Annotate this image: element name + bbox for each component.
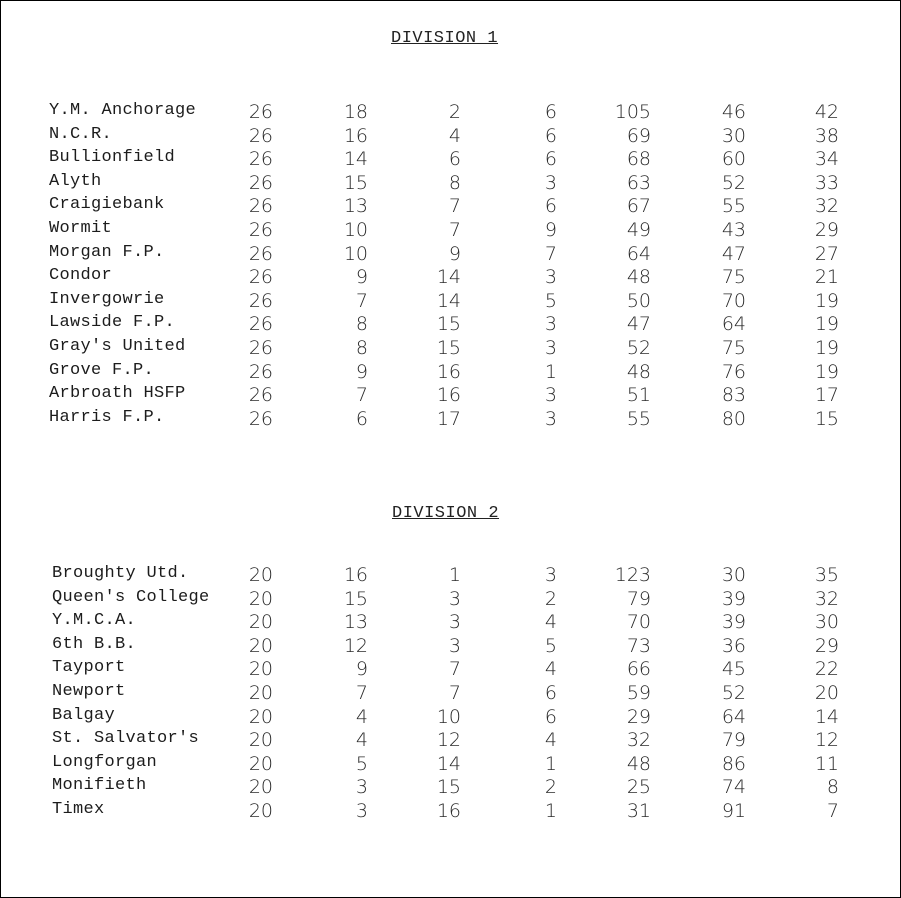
stat-value: 9 <box>355 266 368 289</box>
stat-value: 9 <box>544 218 557 241</box>
stat-value: 8 <box>355 313 368 336</box>
stat-value: 42 <box>814 101 839 123</box>
table-row <box>1 266 900 290</box>
stat-value: 26 <box>248 171 273 194</box>
stat-value: 17 <box>436 407 461 430</box>
stat-value: 64 <box>626 242 651 265</box>
stat-value: 12 <box>436 729 461 752</box>
table-row <box>1 313 900 337</box>
stat-value: 19 <box>814 313 839 336</box>
stat-value: 13 <box>343 611 368 634</box>
stat-value: 3 <box>448 634 461 657</box>
stat-value: 20 <box>248 658 273 681</box>
stat-value: 8 <box>448 171 461 194</box>
stat-value: 6 <box>448 148 461 171</box>
stat-value: 20 <box>248 729 273 752</box>
stat-value: 83 <box>721 384 746 407</box>
team-name: Y.M.C.A. <box>52 611 137 631</box>
stat-value: 3 <box>448 611 461 634</box>
stat-value: 59 <box>626 681 651 704</box>
stat-value: 26 <box>248 336 273 359</box>
stat-value: 7 <box>448 218 461 241</box>
stat-value: 43 <box>721 218 746 241</box>
stat-value: 18 <box>343 101 368 123</box>
stat-value: 20 <box>248 752 273 775</box>
stat-value: 15 <box>343 587 368 610</box>
stat-value: 46 <box>721 101 746 123</box>
stat-value: 19 <box>814 336 839 359</box>
stat-value: 91 <box>721 799 746 822</box>
stat-value: 29 <box>814 218 839 241</box>
stat-value: 12 <box>814 729 839 752</box>
stat-value: 70 <box>626 611 651 634</box>
stat-value: 5 <box>544 289 557 312</box>
team-name: Arbroath HSFP <box>49 384 186 404</box>
stat-value: 26 <box>248 242 273 265</box>
table-row <box>1 635 900 659</box>
stat-value: 5 <box>544 634 557 657</box>
stat-value: 5 <box>355 752 368 775</box>
stat-value: 3 <box>544 313 557 336</box>
stat-value: 3 <box>355 776 368 799</box>
team-name: Harris F.P. <box>49 407 165 427</box>
stat-value: 52 <box>721 171 746 194</box>
stat-value: 1 <box>544 799 557 822</box>
stat-value: 4 <box>544 729 557 752</box>
stat-value: 67 <box>626 195 651 218</box>
stat-value: 8 <box>826 776 839 799</box>
stat-value: 30 <box>721 124 746 147</box>
stat-value: 76 <box>721 360 746 383</box>
stat-value: 6 <box>544 195 557 218</box>
table-row <box>1 148 900 172</box>
division-1-table <box>1 101 900 431</box>
stat-value: 14 <box>436 266 461 289</box>
stat-value: 30 <box>721 564 746 586</box>
team-name: Y.M. Anchorage <box>49 101 197 120</box>
stat-value: 38 <box>814 124 839 147</box>
table-row <box>1 337 900 361</box>
stat-value: 3 <box>544 266 557 289</box>
stat-value: 68 <box>626 148 651 171</box>
stat-value: 26 <box>248 289 273 312</box>
table-row <box>1 361 900 385</box>
stat-value: 2 <box>544 587 557 610</box>
stat-value: 2 <box>448 101 461 123</box>
stat-value: 16 <box>343 124 368 147</box>
table-row <box>1 658 900 682</box>
stat-value: 1 <box>448 564 461 586</box>
stat-value: 7 <box>448 658 461 681</box>
stat-value: 32 <box>626 729 651 752</box>
stat-value: 36 <box>721 634 746 657</box>
stat-value: 39 <box>721 611 746 634</box>
stat-value: 32 <box>814 195 839 218</box>
stat-value: 16 <box>343 564 368 586</box>
table-row <box>1 243 900 267</box>
stat-value: 4 <box>448 124 461 147</box>
team-name: Newport <box>52 681 126 701</box>
stat-value: 20 <box>814 681 839 704</box>
stat-value: 48 <box>626 752 651 775</box>
stat-value: 29 <box>626 705 651 728</box>
stat-value: 10 <box>436 705 461 728</box>
stat-value: 86 <box>721 752 746 775</box>
stat-value: 20 <box>248 634 273 657</box>
stat-value: 15 <box>343 171 368 194</box>
stat-value: 6 <box>544 101 557 123</box>
stat-value: 20 <box>248 587 273 610</box>
stat-value: 64 <box>721 705 746 728</box>
table-row <box>1 611 900 635</box>
stat-value: 3 <box>544 564 557 586</box>
stat-value: 35 <box>814 564 839 586</box>
table-row <box>1 290 900 314</box>
stat-value: 32 <box>814 587 839 610</box>
stat-value: 55 <box>626 407 651 430</box>
stat-value: 26 <box>248 124 273 147</box>
stat-value: 27 <box>814 242 839 265</box>
stat-value: 20 <box>248 681 273 704</box>
team-name: Gray's United <box>49 336 186 356</box>
stat-value: 55 <box>721 195 746 218</box>
stat-value: 16 <box>436 799 461 822</box>
stat-value: 69 <box>626 124 651 147</box>
stat-value: 20 <box>248 611 273 634</box>
team-name: Condor <box>49 266 113 286</box>
stat-value: 26 <box>248 313 273 336</box>
stat-value: 75 <box>721 336 746 359</box>
table-row <box>1 706 900 730</box>
stat-value: 7 <box>544 242 557 265</box>
team-name: Bullionfield <box>49 148 176 168</box>
stat-value: 9 <box>448 242 461 265</box>
stat-value: 39 <box>721 587 746 610</box>
stat-value: 6 <box>355 407 368 430</box>
stat-value: 64 <box>721 313 746 336</box>
stat-value: 74 <box>721 776 746 799</box>
stat-value: 75 <box>721 266 746 289</box>
stat-value: 26 <box>248 218 273 241</box>
stat-value: 20 <box>248 705 273 728</box>
stat-value: 26 <box>248 266 273 289</box>
stat-value: 3 <box>544 407 557 430</box>
team-name: Morgan F.P. <box>49 242 165 262</box>
stat-value: 66 <box>626 658 651 681</box>
stat-value: 21 <box>814 266 839 289</box>
stat-value: 7 <box>448 681 461 704</box>
stat-value: 26 <box>248 101 273 123</box>
stat-value: 4 <box>544 611 557 634</box>
stat-value: 1 <box>544 752 557 775</box>
table-row <box>1 384 900 408</box>
team-name: Longforgan <box>52 752 158 772</box>
stat-value: 20 <box>248 776 273 799</box>
team-name: Alyth <box>49 171 102 191</box>
stat-value: 26 <box>248 384 273 407</box>
stat-value: 52 <box>721 681 746 704</box>
stat-value: 12 <box>343 634 368 657</box>
table-row <box>1 101 900 125</box>
stat-value: 15 <box>436 313 461 336</box>
stat-value: 3 <box>544 384 557 407</box>
stat-value: 20 <box>248 564 273 586</box>
stat-value: 3 <box>544 336 557 359</box>
stat-value: 10 <box>343 218 368 241</box>
stat-value: 70 <box>721 289 746 312</box>
stat-value: 50 <box>626 289 651 312</box>
stat-value: 15 <box>436 336 461 359</box>
stat-value: 26 <box>248 195 273 218</box>
table-row <box>1 125 900 149</box>
stat-value: 105 <box>614 101 651 123</box>
stat-value: 7 <box>355 681 368 704</box>
stat-value: 6 <box>544 148 557 171</box>
table-row <box>1 776 900 800</box>
stat-value: 30 <box>814 611 839 634</box>
team-name: Queen's College <box>52 587 210 607</box>
stat-value: 7 <box>355 384 368 407</box>
stat-value: 15 <box>814 407 839 430</box>
team-name: Timex <box>52 799 105 819</box>
table-row <box>1 800 900 824</box>
stat-value: 48 <box>626 266 651 289</box>
stat-value: 26 <box>248 148 273 171</box>
team-name: Monifieth <box>52 776 147 796</box>
table-row <box>1 408 900 432</box>
stat-value: 49 <box>626 218 651 241</box>
stat-value: 19 <box>814 289 839 312</box>
stat-value: 123 <box>614 564 651 586</box>
table-row <box>1 195 900 219</box>
table-row <box>1 682 900 706</box>
stat-value: 19 <box>814 360 839 383</box>
stat-value: 3 <box>544 171 557 194</box>
stat-value: 14 <box>814 705 839 728</box>
stat-value: 16 <box>436 384 461 407</box>
stat-value: 10 <box>343 242 368 265</box>
stat-value: 34 <box>814 148 839 171</box>
stat-value: 3 <box>448 587 461 610</box>
table-row <box>1 753 900 777</box>
stat-value: 22 <box>814 658 839 681</box>
stat-value: 20 <box>248 799 273 822</box>
team-name: Balgay <box>52 705 116 725</box>
team-name: Grove F.P. <box>49 360 155 380</box>
stat-value: 29 <box>814 634 839 657</box>
stat-value: 14 <box>436 752 461 775</box>
stat-value: 60 <box>721 148 746 171</box>
stat-value: 7 <box>355 289 368 312</box>
stat-value: 9 <box>355 360 368 383</box>
stat-value: 15 <box>436 776 461 799</box>
stat-value: 45 <box>721 658 746 681</box>
stat-value: 80 <box>721 407 746 430</box>
team-name: Invergowrie <box>49 289 165 309</box>
stat-value: 79 <box>721 729 746 752</box>
stat-value: 7 <box>826 799 839 822</box>
stat-value: 52 <box>626 336 651 359</box>
team-name: Tayport <box>52 658 126 678</box>
stat-value: 25 <box>626 776 651 799</box>
stat-value: 73 <box>626 634 651 657</box>
team-name: N.C.R. <box>49 124 113 144</box>
stat-value: 11 <box>814 752 839 775</box>
stat-value: 14 <box>343 148 368 171</box>
stat-value: 13 <box>343 195 368 218</box>
team-name: Broughty Utd. <box>52 564 189 583</box>
stat-value: 79 <box>626 587 651 610</box>
stat-value: 9 <box>355 658 368 681</box>
stat-value: 26 <box>248 407 273 430</box>
stat-value: 2 <box>544 776 557 799</box>
team-name: Wormit <box>49 218 113 238</box>
stat-value: 51 <box>626 384 651 407</box>
stat-value: 6 <box>544 124 557 147</box>
stat-value: 26 <box>248 360 273 383</box>
table-row <box>1 219 900 243</box>
table-row <box>1 564 900 588</box>
table-row <box>1 729 900 753</box>
stat-value: 4 <box>355 705 368 728</box>
stat-value: 6 <box>544 705 557 728</box>
stat-value: 7 <box>448 195 461 218</box>
stat-value: 1 <box>544 360 557 383</box>
team-name: St. Salvator's <box>52 729 200 749</box>
stat-value: 48 <box>626 360 651 383</box>
division-2-heading: DIVISION 2 <box>392 504 500 523</box>
stat-value: 33 <box>814 171 839 194</box>
stat-value: 31 <box>626 799 651 822</box>
stat-value: 6 <box>544 681 557 704</box>
stat-value: 47 <box>721 242 746 265</box>
team-name: 6th B.B. <box>52 634 137 654</box>
stat-value: 17 <box>814 384 839 407</box>
table-row <box>1 588 900 612</box>
division-2-table <box>1 564 900 824</box>
stat-value: 16 <box>436 360 461 383</box>
table-row <box>1 172 900 196</box>
stat-value: 8 <box>355 336 368 359</box>
stat-value: 14 <box>436 289 461 312</box>
stat-value: 47 <box>626 313 651 336</box>
stat-value: 4 <box>355 729 368 752</box>
stat-value: 3 <box>355 799 368 822</box>
team-name: Craigiebank <box>49 195 165 215</box>
stat-value: 4 <box>544 658 557 681</box>
division-1-heading: DIVISION 1 <box>391 29 499 48</box>
team-name: Lawside F.P. <box>49 313 176 333</box>
stat-value: 63 <box>626 171 651 194</box>
